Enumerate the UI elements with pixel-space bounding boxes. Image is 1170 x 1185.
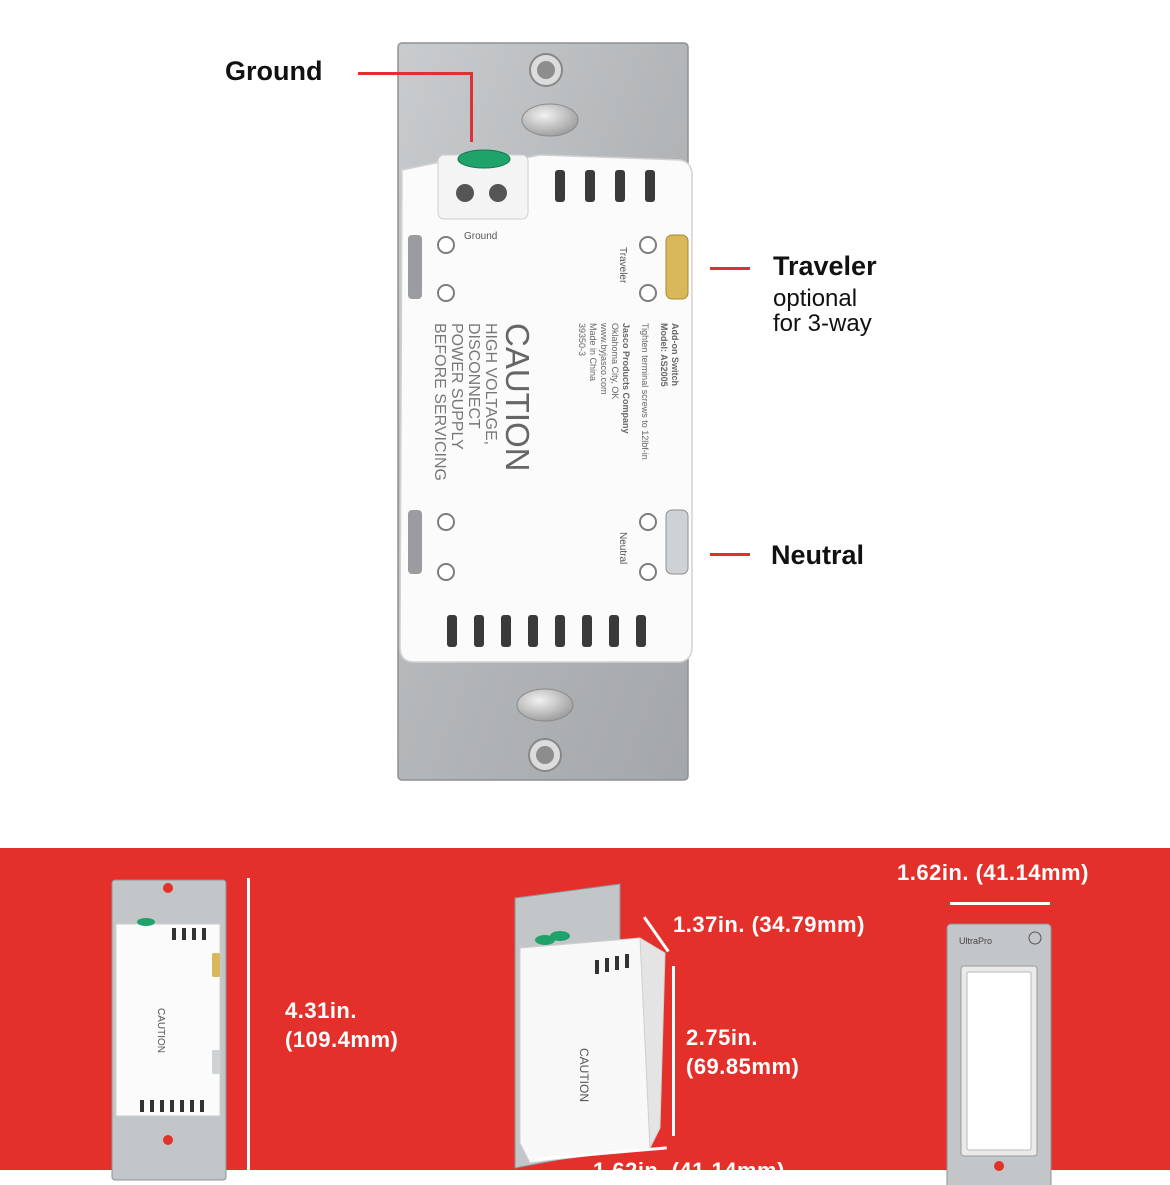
housing-part-code: 39350-3 xyxy=(577,323,587,357)
width-bottom-dimension-label: 1.62in. (41.14mm) xyxy=(593,1158,785,1183)
mounting-screw-top xyxy=(522,104,578,136)
body-dimension-inches: 2.75in. xyxy=(686,1025,758,1050)
body-dimension-line xyxy=(672,966,675,1136)
width-front-dimension-line xyxy=(950,902,1050,905)
switch-back-view xyxy=(380,35,710,795)
switch-front-thumbnail xyxy=(945,922,1055,1182)
body-dimension-mm: (69.85mm) xyxy=(686,1054,800,1079)
thumb-caution-title: CAUTION xyxy=(155,1008,166,1053)
traveler-note-line1: optional xyxy=(773,285,858,312)
housing-company: Jasco Products Company xyxy=(621,323,631,434)
body-dimension-label xyxy=(686,1023,799,1081)
neutral-label: Neutral xyxy=(771,540,865,570)
mounting-screw-bottom xyxy=(517,689,573,721)
housing-model: Model: AS2005 xyxy=(659,323,669,387)
housing-caution-line: POWER SUPPLY xyxy=(448,323,465,450)
ground-leader-line-vertical xyxy=(470,72,473,142)
switch-angled-thumbnail xyxy=(500,878,700,1170)
housing-product-name: Add-on Switch xyxy=(670,323,680,386)
housing-ground-text: Ground xyxy=(464,231,498,242)
housing-caution-line: DISCONNECT xyxy=(465,323,482,429)
housing-caution-line: HIGH VOLTAGE, xyxy=(482,323,499,446)
width-front-dimension-label: 1.62in. (41.14mm) xyxy=(897,860,1089,885)
housing-traveler-text: Traveler xyxy=(617,247,628,284)
housing-website: www.byjasco.com xyxy=(599,323,609,395)
angled-caution-title: CAUTION xyxy=(577,1048,591,1102)
housing-caution-title: CAUTION xyxy=(499,323,536,472)
neutral-leader-line xyxy=(710,553,750,556)
height-dimension-label xyxy=(285,996,398,1054)
front-brand-text: UltraPro xyxy=(959,936,993,946)
traveler-label: Traveler xyxy=(773,251,877,281)
housing-city: Oklahoma City, OK xyxy=(610,323,620,400)
switch-back-thumbnail xyxy=(110,878,230,1170)
housing-origin: Made in China xyxy=(588,323,598,382)
ground-screw xyxy=(458,150,510,168)
ground-leader-line xyxy=(358,72,473,75)
ground-label: Ground xyxy=(225,56,323,86)
housing-neutral-text: Neutral xyxy=(617,532,628,565)
dimension-panel xyxy=(0,848,1170,1183)
traveler-screw xyxy=(666,235,688,299)
housing-caution-line: BEFORE SERVICING xyxy=(431,323,448,481)
neutral-screw xyxy=(666,510,688,574)
height-dimension-line xyxy=(247,878,250,1170)
height-dimension-mm: (109.4mm) xyxy=(285,1027,399,1052)
rocker-paddle xyxy=(967,972,1031,1150)
height-dimension-inches: 4.31in. xyxy=(285,998,357,1023)
traveler-note-line2: for 3-way xyxy=(773,310,872,337)
housing-torque-note: Tighten terminal screws to 12lbf-in xyxy=(640,323,650,460)
traveler-leader-line xyxy=(710,267,750,270)
depth-dimension-label: 1.37in. (34.79mm) xyxy=(673,912,865,937)
